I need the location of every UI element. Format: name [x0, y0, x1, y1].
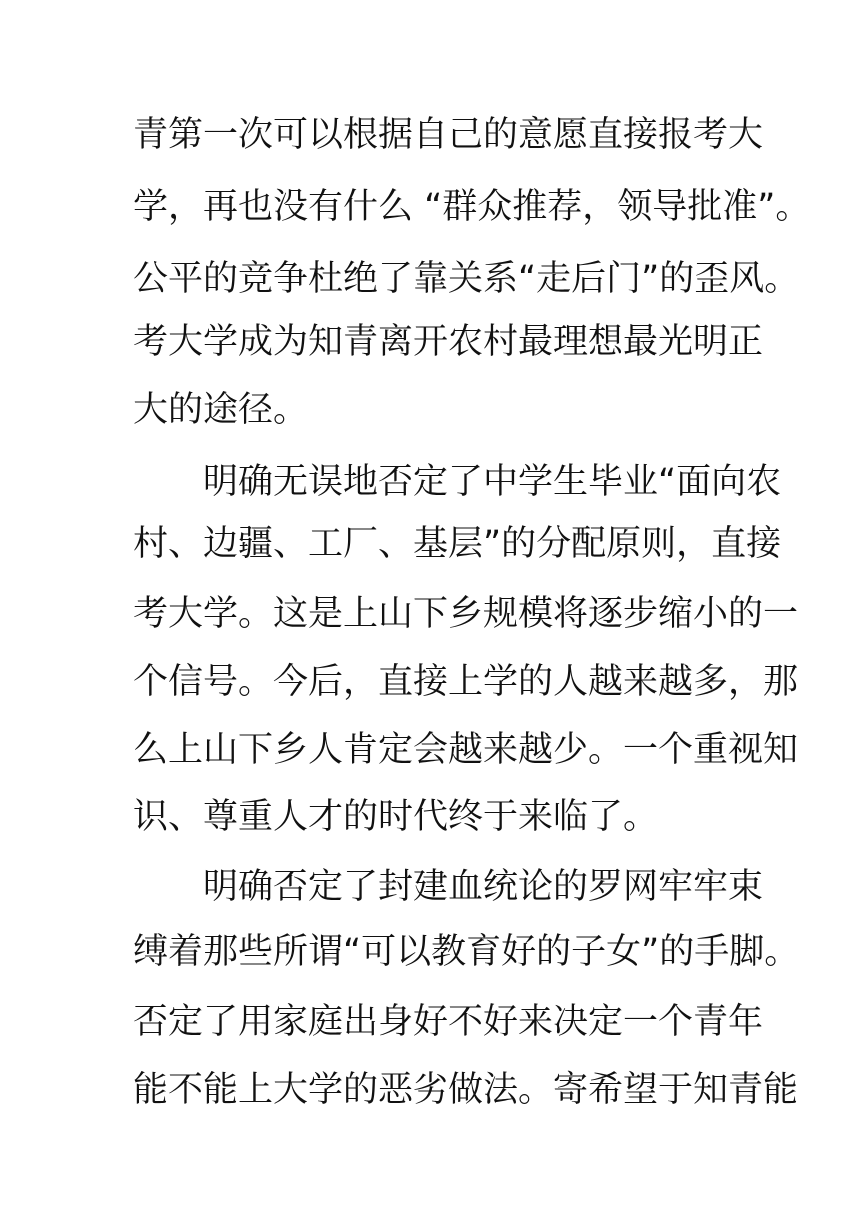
paragraph-line: 青第一次可以根据自己的意愿直接报考大 — [133, 115, 764, 155]
paragraph-line: 明确无误地否定了中学生毕业“面向农 — [203, 462, 782, 502]
paragraph-line: 村、边疆、工厂、基层”的分配原则，直接 — [133, 524, 782, 564]
paragraph-line: 个信号。今后，直接上学的人越来越多，那 — [133, 662, 799, 702]
paragraph-line: 公平的竞争杜绝了靠关系“走后门”的歪风。 — [133, 259, 800, 299]
paragraph-line: 考大学。这是上山下乡规模将逐步缩小的一 — [133, 594, 799, 634]
paragraph-line: 识、尊重人才的时代终于来临了。 — [133, 797, 659, 837]
paragraph-line: 能不能上大学的恶劣做法。寄希望于知青能 — [133, 1070, 799, 1110]
paragraph-line: 学，再也没有什么 “群众推荐，领导批准”。 — [133, 187, 811, 227]
paragraph-line: 考大学成为知青离开农村最理想最光明正 — [133, 322, 764, 362]
paragraph-line: 否定了用家庭出身好不好来决定一个青年 — [133, 1002, 764, 1042]
paragraph-line: 缚着那些所谓“可以教育好的子女”的手脚。 — [133, 932, 800, 972]
paragraph-line: 大的途径。 — [133, 390, 309, 430]
paragraph-line: 明确否定了封建血统论的罗网牢牢束 — [203, 867, 764, 907]
paragraph-line: 么上山下乡人肯定会越来越少。一个重视知 — [133, 730, 799, 770]
